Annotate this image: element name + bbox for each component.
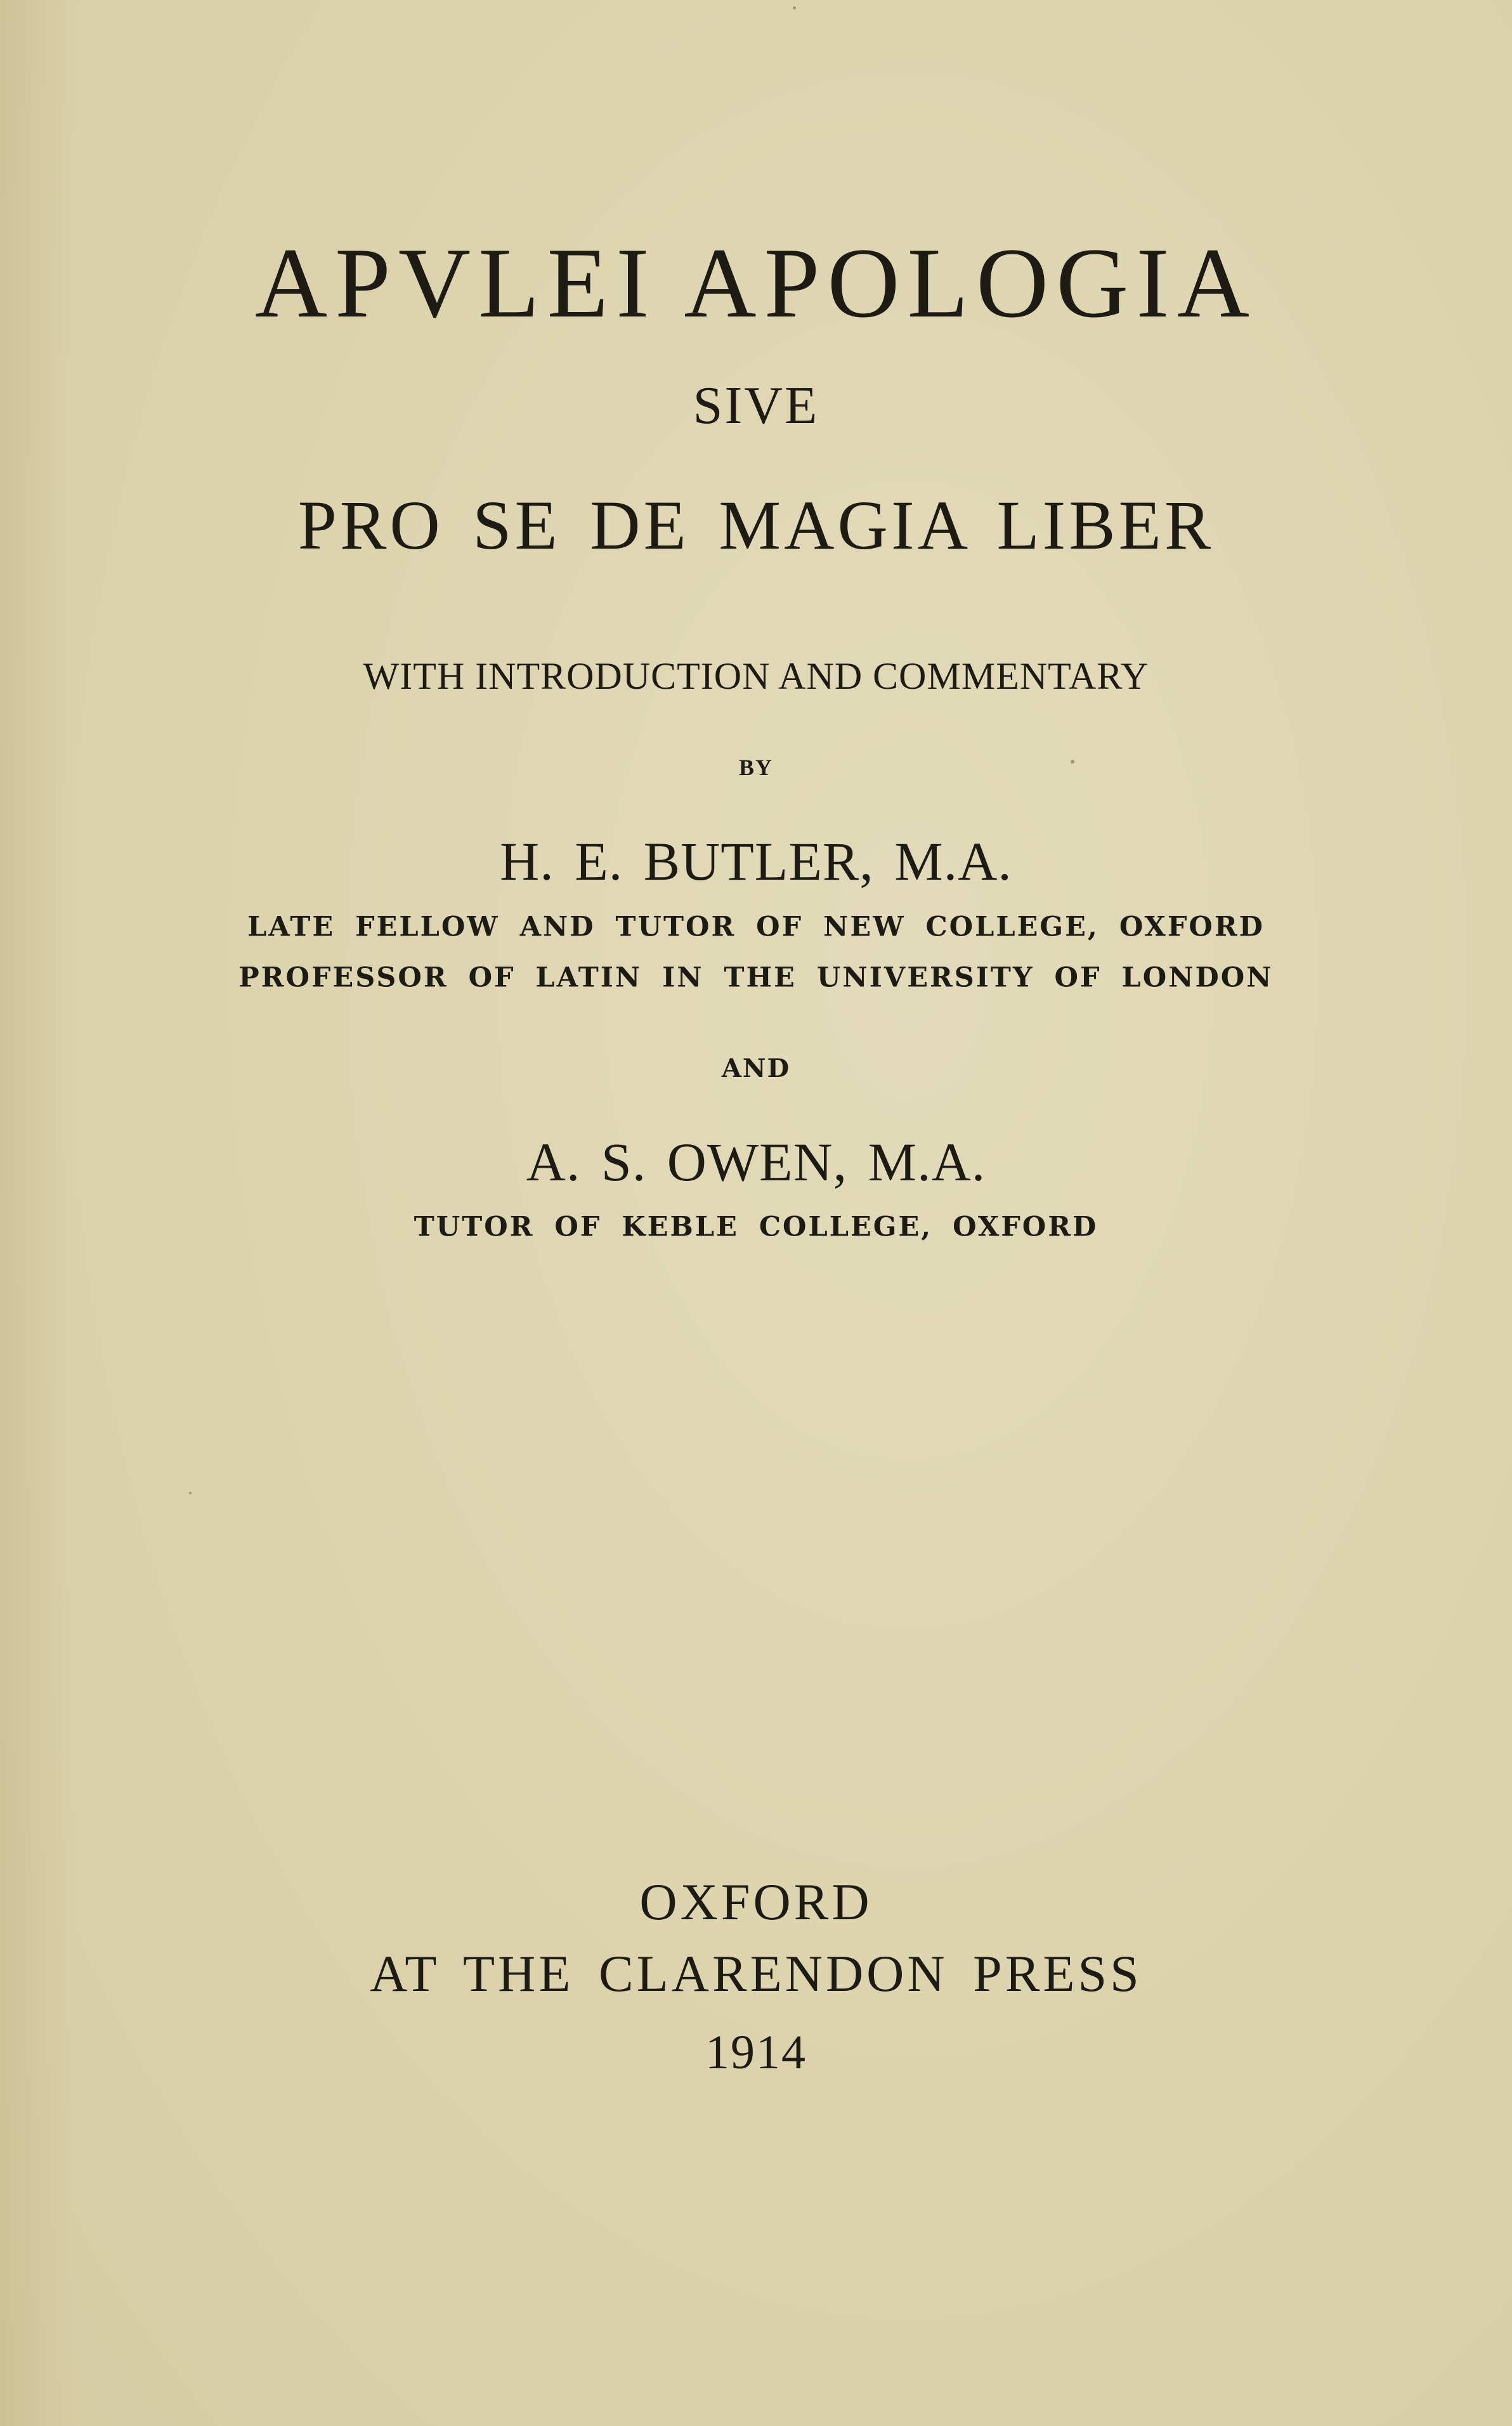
paper-speck [1071,760,1074,764]
author-1-affiliation-1: LATE FELLOW AND TUTOR OF NEW COLLEGE, OXFORD [247,911,1265,943]
imprint-city: OXFORD [639,1873,873,1931]
by-label: BY [738,755,773,780]
author-2-affiliation-1: TUTOR OF KEBLE COLLEGE, OXFORD [414,1211,1098,1243]
author-1-affiliation-2: PROFESSOR OF LATIN IN THE UNIVERSITY OF LONDON [238,962,1274,994]
title-connector: SIVE [693,376,819,435]
paper-speck [189,1492,192,1494]
author-name-1: H. E. BUTLER, M.A. [500,831,1012,892]
author-name-2: A. S. OWEN, M.A. [526,1131,986,1192]
edition-description: WITH INTRODUCTION AND COMMENTARY [363,655,1149,697]
imprint-year: 1914 [705,2026,807,2079]
paper-speck [793,6,796,10]
book-subtitle: PRO SE DE MAGIA LIBER [297,486,1215,564]
imprint-publisher: AT THE CLARENDON PRESS [370,1945,1142,2002]
and-label: AND [721,1053,791,1083]
book-title: APVLEI APOLOGIA [254,228,1257,339]
